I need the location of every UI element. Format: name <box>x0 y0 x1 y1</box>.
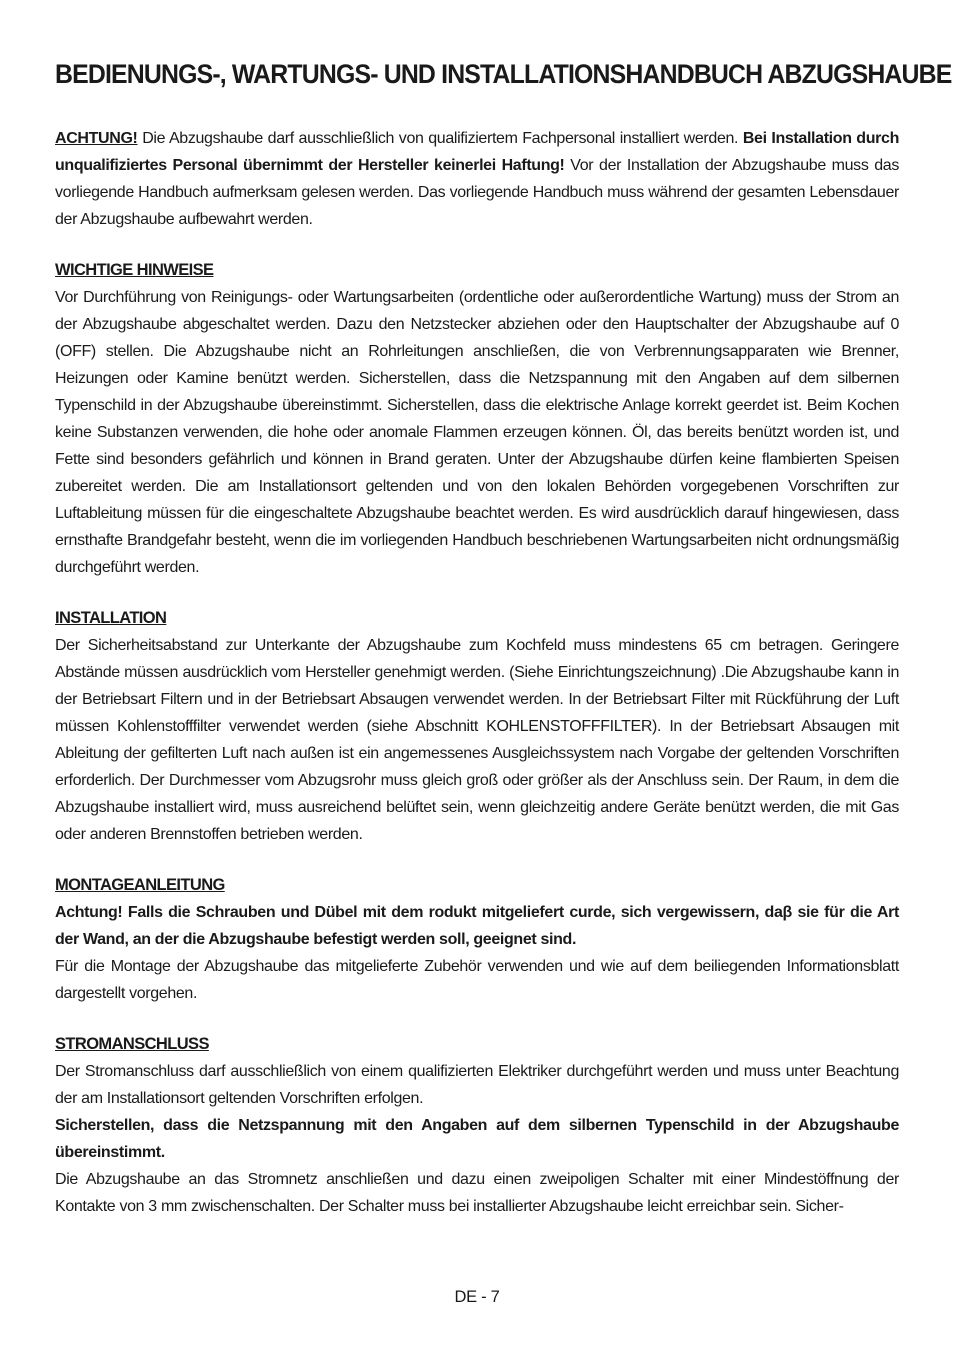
manual-page <box>55 56 952 1220</box>
section-text-strom-1: Der Stromanschluss darf ausschließlich von einem qualifizierten Elektriker durchgeführt werden und muss unter Beachtung der am Installationsort geltenden Vorschriften erfolgen. <box>55 1063 899 1107</box>
section-bold-strom: Sicherstellen, dass die Netzspannung mit den Angaben auf dem silbernen Typenschild in der Abzugshaube übereinstimmt. <box>55 1117 899 1161</box>
section-text-wichtige: Vor Durchführung von Reinigungs- oder Wartungsarbeiten (ordentliche oder außerordentliche Wartung) muss der Strom an der Abzugshaube abgeschaltet werden. Dazu den Netzstecker abziehen oder den Hauptschalter der Abzugshaube auf 0 (OFF) stellen. Die Abzugshaube nicht an Rohrleitungen anschließen, die von Verbrennungsapparaten wie Brenner, Heizungen oder Kamine benützt werden. Sicherstellen, dass die Netzspannung mit den Angaben auf dem silbernen Typenschild in der Abzugshaube übereinstimmt. Sicherstellen, dass die elektrische Anlage korrekt geerdet ist. Beim Kochen keine Substanzen verwenden, die hohe oder anomale Flammen erzeugen können. Öl, das bereits benützt worden ist, und Fette sind besonders gefährlich und können in Brand geraten. Unter der Abzugshaube dürfen keine flambierten Speisen zubereitet werden. Die am Installationsort geltenden und von den lokalen Behörden vorgegebenen Vorschriften zur Luftableitung müssen für die eingeschaltete Abzugshaube beachtet werden. Es wird ausdrücklich darauf hingewiesen, dass ernsthafte Brandgefahr besteht, wenn die im vorliegenden Handbuch beschriebenen Wartungsarbeiten nicht ordnungsmäßig durchgeführt werden. <box>55 289 899 576</box>
section-heading-strom: STROMANSCHLUSS <box>55 1035 209 1053</box>
section-bold-montage: Achtung! Falls die Schrauben und Dübel mit dem rodukt mitgeliefert curde, sich vergewissern, daβ sie für die Art der Wand, an der die Abzugshaube befestigt werden soll, geeignet sind. <box>55 904 899 948</box>
intro-text-1: Die Abzugshaube darf ausschließlich von qualifiziertem Fachpersonal installiert werden. <box>137 130 743 147</box>
section-heading-montage: MONTAGEANLEITUNG <box>55 876 225 894</box>
section-text-strom-2: Die Abzugshaube an das Stromnetz anschließen und dazu einen zweipoligen Schalter mit einer Mindestöffnung der Kontakte von 3 mm zwischenschalten. Der Schalter muss bei installierter Abzugshaube leicht erreichbar sein. Sicher- <box>55 1171 899 1215</box>
warning-label: ACHTUNG! <box>55 130 138 147</box>
section-text-montage: Für die Montage der Abzugshaube das mitgelieferte Zubehör verwenden und wie auf dem beiliegenden Informationsblatt dargestellt vorgehen. <box>55 958 899 1002</box>
section-text-installation: Der Sicherheitsabstand zur Unterkante der Abzugshaube zum Kochfeld muss mindestens 65 cm betragen. Geringere Abstände müssen ausdrücklich vom Hersteller genehmigt werden. (Siehe Einrichtungszeichnung) .Die Abzugshaube kann in der Betriebsart Filtern und in der Betriebsart Absaugen verwendet werden. In der Betriebsart Filter mit Rückführung der Luft müssen Kohlenstofffilter verwendet werden (siehe Abschnitt KOHLENSTOFFFILTER). In der Betriebsart Absaugen mit Ableitung der gefilterten Luft nach außen ist ein angemessenes Ausgleichssystem nach Vorgabe der geltenden Vorschriften erforderlich. Der Durchmesser vom Abzugsrohr muss gleich groß oder größer als der Anschluss sein. Der Raum, in dem die Abzugshaube installiert wird, muss ausreichend belüftet sein, wenn gleichzeitig andere Geräte benützt werden, die mit Gas oder anderen Brennstoffen betrieben werden. <box>55 637 899 843</box>
section-heading-installation: INSTALLATION <box>55 609 167 627</box>
page-title: BEDIENUNGS-, WARTUNGS- UND INSTALLATIONSHANDBUCH ABZUGSHAUBE <box>55 59 952 89</box>
section-heading-wichtige: WICHTIGE HINWEISE <box>55 261 214 279</box>
intro-paragraph <box>55 125 899 233</box>
intro-bold-text: Bei Installation durch unqualifiziertes Personal übernimmt der Hersteller keinerlei Haftung! <box>55 130 899 174</box>
page-number: DE - 7 <box>454 1288 500 1306</box>
intro-text-2: Vor der Installation der Abzugshaube muss das vorliegende Handbuch aufmerksam gelesen werden. Das vorliegende Handbuch muss während der gesamten Lebensdauer der Abzugshaube aufbewahrt werden. <box>55 157 899 228</box>
